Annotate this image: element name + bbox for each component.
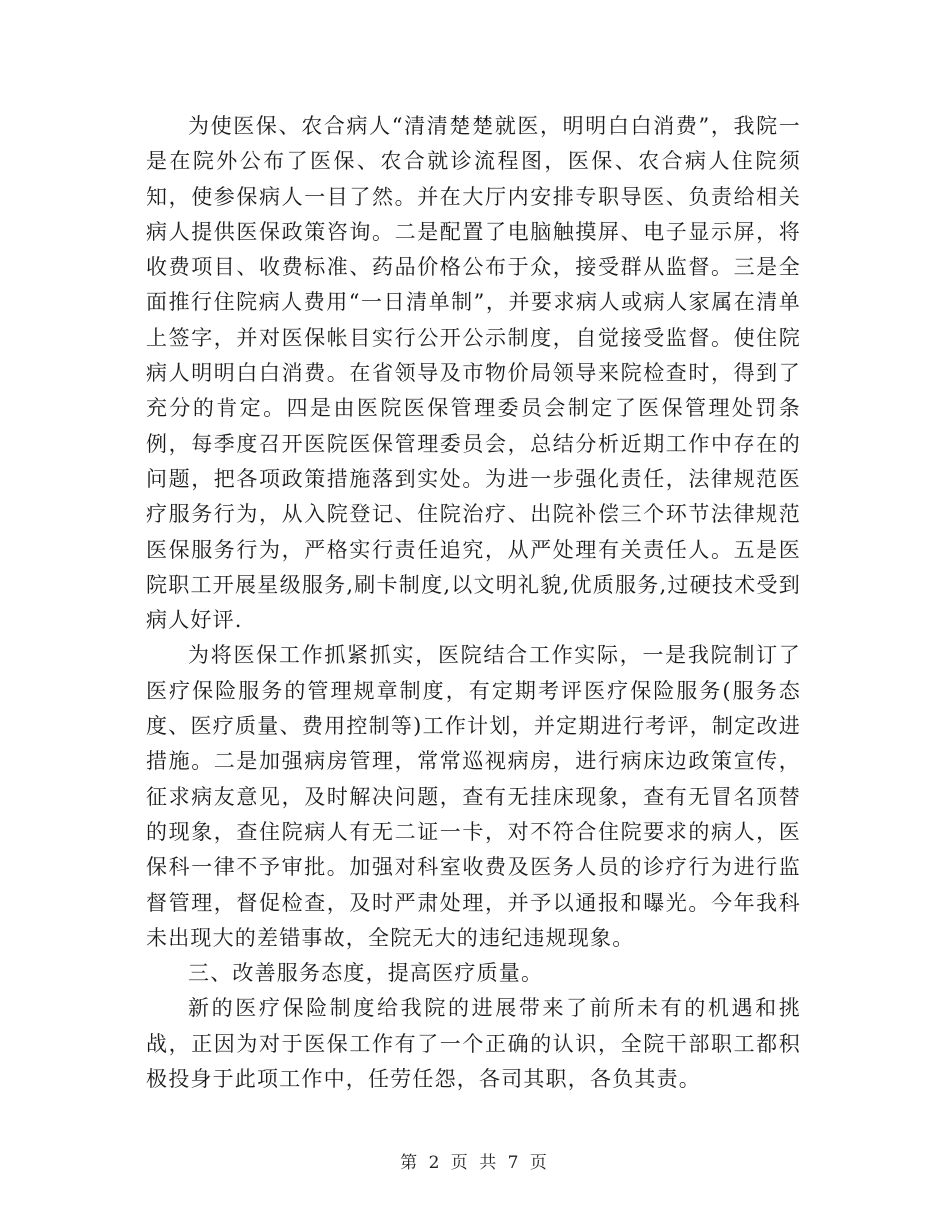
paragraph-patient-transparency: 为使医保、农合病人“清清楚楚就医，明明白白消费”，我院一是在院外公布了医保、农合就诊流程图，医保、农合病人住院须知，使参保病人一目了然。并在大厅内安排专职导医、负责给相关病人提供医保政策咨询。二是配置了电脑触摸屏、电子显示屏，将收费项目、收费标准、药品价格公布于众，接受群从监督。三是全面推行住院病人费用“一日清单制”，并要求病人或病人家属在清单上签字，并对医保帐目实行公开公示制度，自觉接受监督。使住院病人明明白白消费。在省领导及市物价局领导来院检查时，得到了充分的肯定。四是由医院医保管理委员会制定了医保管理处罚条例，每季度召开医院医保管理委员会，总结分析近期工作中存在的问题，把各项政策措施落到实处。为进一步强化责任，法律规范医疗服务行为，从入院登记、住院治疗、出院补偿三个环节法律规范医保服务行为，严格实行责任追究，从严处理有关责任人。五是医院职工开展星级服务,刷卡制度,以文明礼貌,优质服务,过硬技术受到病人好评. xyxy=(146,114,801,633)
page-number-footer: 第 2 页 共 7 页 xyxy=(400,1153,550,1173)
paragraph-management-system: 为将医保工作抓紧抓实，医院结合工作实际，一是我院制订了医疗保险服务的管理规章制度，有定期考评医疗保险服务(服务态度、医疗质量、费用控制等)工作计划，并定期进行考评，制定改进措施。二是加强病房管理，常常巡视病房，进行病床边政策宣传，征求病友意见，及时解决问题，查有无挂床现象，查有无冒名顶替的现象，查住院病人有无二证一卡，对不符合住院要求的病人，医保科一律不予审批。加强对科室收费及医务人员的诊疗行为进行监督管理，督促检查，及时严肃处理，并予以通报和曝光。今年我科未出现大的差错事故，全院无大的违纪违规现象。 xyxy=(146,643,801,950)
section-heading-service-attitude: 三、改善服务态度，提高医疗质量。 xyxy=(188,961,544,986)
document-body xyxy=(146,109,801,1097)
paragraph-new-insurance-system: 新的医疗保险制度给我院的进展带来了前所未有的机遇和挑战，正因为对于医保工作有了一个正确的认识，全院干部职工都积极投身于此项工作中，任劳任怨，各司其职，各负其责。 xyxy=(146,996,801,1092)
